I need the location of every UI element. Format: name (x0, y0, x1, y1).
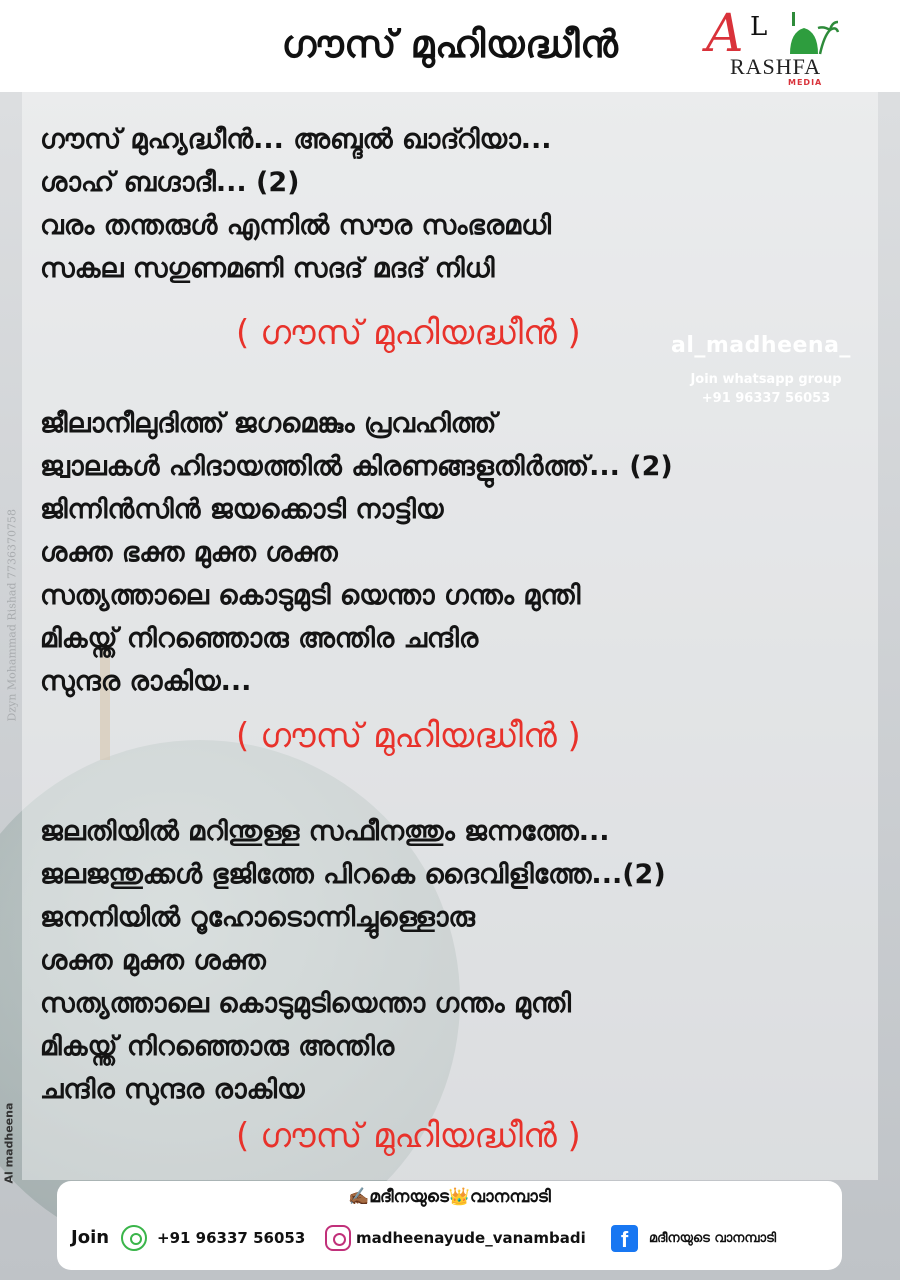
social-handle: al_madheena_ (671, 333, 851, 358)
logo-sub: MEDIA (788, 78, 823, 87)
lyric-line: ജലജന്തുക്കൾ ഭുജിത്തേ പിറകെ ദൈവിളിത്തേ...(2) (40, 859, 666, 890)
lyric-line: സത്യത്താലെ കൊടുമുടി യെന്താ ഗന്തം മുന്തി (40, 580, 581, 611)
lyric-line: മികയ്ന്ത് നിറഞ്ഞൊരു അന്തിര (40, 1031, 395, 1062)
join-label: Join (71, 1227, 110, 1248)
chorus-line: ( ഗൗസ് മുഹിയദ്ധീൻ ) (236, 313, 581, 353)
logo-letter-a: A (706, 4, 744, 64)
header (0, 0, 900, 92)
lyric-line: ജീലാനീലുദിത്ത് ജഗമെങ്കും പ്രവഹിത്ത് (40, 408, 497, 439)
instagram-handle[interactable]: madheenayude_vanambadi (356, 1229, 586, 1247)
lyric-line: ജ്വാലകൾ ഹിദായത്തിൽ കിരണങ്ങളുതിർത്ത്... (2) (40, 451, 673, 482)
lyric-line: ചന്ദിര സുന്ദര രാകിയ (40, 1074, 305, 1105)
footer-card (57, 1181, 842, 1270)
footer-contacts (71, 1225, 841, 1255)
lyric-line: സത്യത്താലെ കൊടുമുടിയെന്താ ഗന്തം മുന്തി (40, 988, 572, 1019)
mosque-dome-icon (780, 10, 840, 56)
lyrics-verse-2 (40, 402, 880, 703)
lyric-line: മികയ്ന്ത് നിറഞ്ഞൊരു അന്തിര ചന്ദിര (40, 623, 479, 654)
page-title: ഗൗസ് മുഹിയദ്ധീൻ (281, 22, 619, 66)
designer-credit: Dzyn Mohammad Rishad 7736370758 (5, 508, 19, 722)
join-note-line: Join whatsapp group (690, 372, 842, 387)
lyric-line: ജിന്നിൻസിൻ ജയക്കൊടി നാട്ടിയ (40, 494, 444, 525)
vertical-brand: Al madheena (2, 1102, 16, 1184)
chorus-line: ( ഗൗസ് മുഹിയദ്ധീൻ ) (236, 716, 581, 756)
footer-title: ✍🏾മദീനയുടെ👑വാനമ്പാടി (348, 1187, 551, 1207)
lyric-line: ജലതിയിൽ മറിന്തുള്ള സഫീനത്തും ജന്നത്തേ... (40, 816, 610, 847)
lyrics (40, 118, 880, 290)
lyrics-verse-3 (40, 810, 880, 1111)
logo-name: RASHFA (730, 54, 822, 79)
lyric-line: ജനനിയിൽ റൂഹോടൊന്നിച്ചുള്ളൊരു (40, 902, 475, 933)
instagram-icon[interactable] (325, 1225, 351, 1251)
facebook-icon[interactable]: f (611, 1225, 638, 1252)
whatsapp-phone[interactable]: +91 96337 56053 (157, 1229, 306, 1247)
rashfa-media-logo (700, 4, 850, 88)
lyric-line: സകല സഗുണമണി സദദ് മദദ് നിധി (40, 253, 495, 284)
whatsapp-icon[interactable] (121, 1225, 147, 1251)
facebook-page[interactable]: മദീനയുടെ വാനമ്പാടി (649, 1231, 777, 1246)
logo-letter-l: L (750, 12, 768, 42)
chorus-line: ( ഗൗസ് മുഹിയദ്ധീൻ ) (236, 1116, 581, 1156)
lyric-line: സുന്ദര രാകിയ... (40, 666, 252, 697)
lyric-line: ശാഹ് ബഗ്ദാദീ... (2) (40, 167, 300, 198)
lyric-line: ശക്ത ഭക്ത മുക്ത ശക്ത (40, 537, 338, 568)
lyric-line: ഗൗസ് മുഹ്യദ്ധീൻ... അബ്ദൽ ഖാദ്റിയാ... (40, 124, 552, 155)
lyric-line: ശക്ത മുക്ത ശക്ത (40, 945, 266, 976)
join-note-phone: +91 96337 56053 (701, 391, 831, 406)
lyric-line: വരം തന്തരുൾ എന്നിൽ സൗര സംഭരമധി (40, 210, 551, 241)
